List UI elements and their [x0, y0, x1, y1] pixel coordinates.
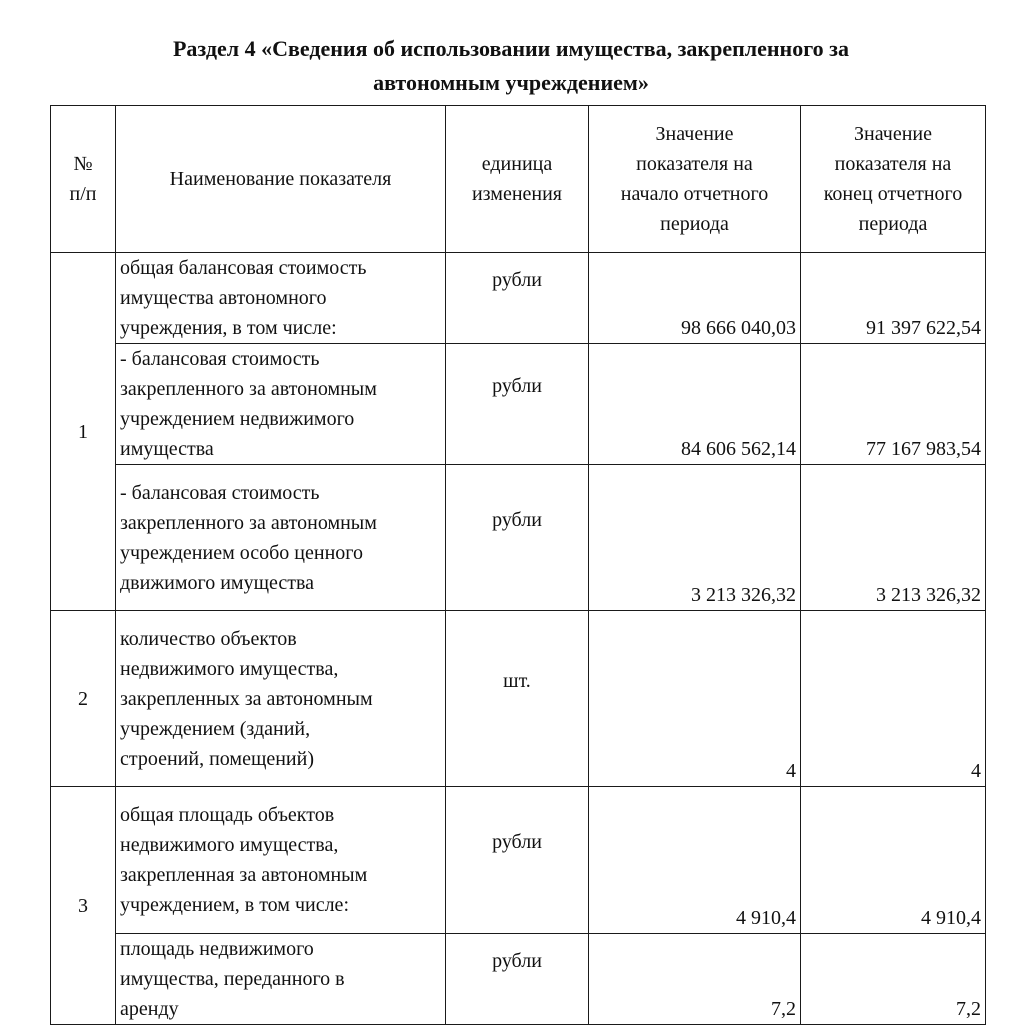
table-row: [51, 611, 986, 787]
row-name: общая балансовая стоимость имущества автономного учреждения, в том числе:: [116, 253, 446, 344]
row-unit: шт.: [446, 611, 589, 787]
row-unit: рубли: [446, 253, 589, 344]
document-title: [0, 32, 1022, 100]
row-start-value: 7,2: [589, 934, 801, 1025]
table-row: [51, 253, 986, 344]
table-row: [51, 465, 986, 611]
row-number: 1: [51, 253, 116, 611]
row-name: количество объектов недвижимого имущества, закрепленных за автономным учреждением (зданий, строений, помещений): [116, 611, 446, 787]
header-name: Наименование показателя: [116, 106, 446, 253]
row-number: 3: [51, 787, 116, 1025]
row-name: - балансовая стоимость закрепленного за автономным учреждением особо ценного движимого имущества: [116, 465, 446, 611]
table-row: [51, 344, 986, 465]
row-end-value: 4: [801, 611, 986, 787]
row-end-value: 4 910,4: [801, 787, 986, 934]
title-line-1: Раздел 4 «Сведения об использовании имущества, закрепленного за: [172, 36, 850, 61]
row-number: 2: [51, 611, 116, 787]
row-name: общая площадь объектов недвижимого имущества, закрепленная за автономным учреждением, в том числе:: [116, 787, 446, 934]
row-start-value: 3 213 326,32: [589, 465, 801, 611]
row-name: - балансовая стоимость закрепленного за автономным учреждением недвижимого имущества: [116, 344, 446, 465]
row-unit: рубли: [446, 344, 589, 465]
row-start-value: 4: [589, 611, 801, 787]
row-end-value: 3 213 326,32: [801, 465, 986, 611]
header-start-value: Значение показателя на начало отчетного периода: [589, 106, 801, 253]
row-end-value: 77 167 983,54: [801, 344, 986, 465]
row-unit: рубли: [446, 787, 589, 934]
row-start-value: 84 606 562,14: [589, 344, 801, 465]
table-row: [51, 934, 986, 1025]
row-end-value: 91 397 622,54: [801, 253, 986, 344]
title-line-2: автономным учреждением»: [373, 70, 649, 95]
table-header-row: [51, 106, 986, 253]
header-unit: единица изменения: [446, 106, 589, 253]
row-name: площадь недвижимого имущества, переданного в аренду: [116, 934, 446, 1025]
row-unit: рубли: [446, 465, 589, 611]
row-start-value: 4 910,4: [589, 787, 801, 934]
property-table: [50, 105, 986, 1025]
row-start-value: 98 666 040,03: [589, 253, 801, 344]
table-row: [51, 787, 986, 934]
header-num: № п/п: [51, 106, 116, 253]
row-end-value: 7,2: [801, 934, 986, 1025]
row-unit: рубли: [446, 934, 589, 1025]
header-end-value: Значение показателя на конец отчетного периода: [801, 106, 986, 253]
